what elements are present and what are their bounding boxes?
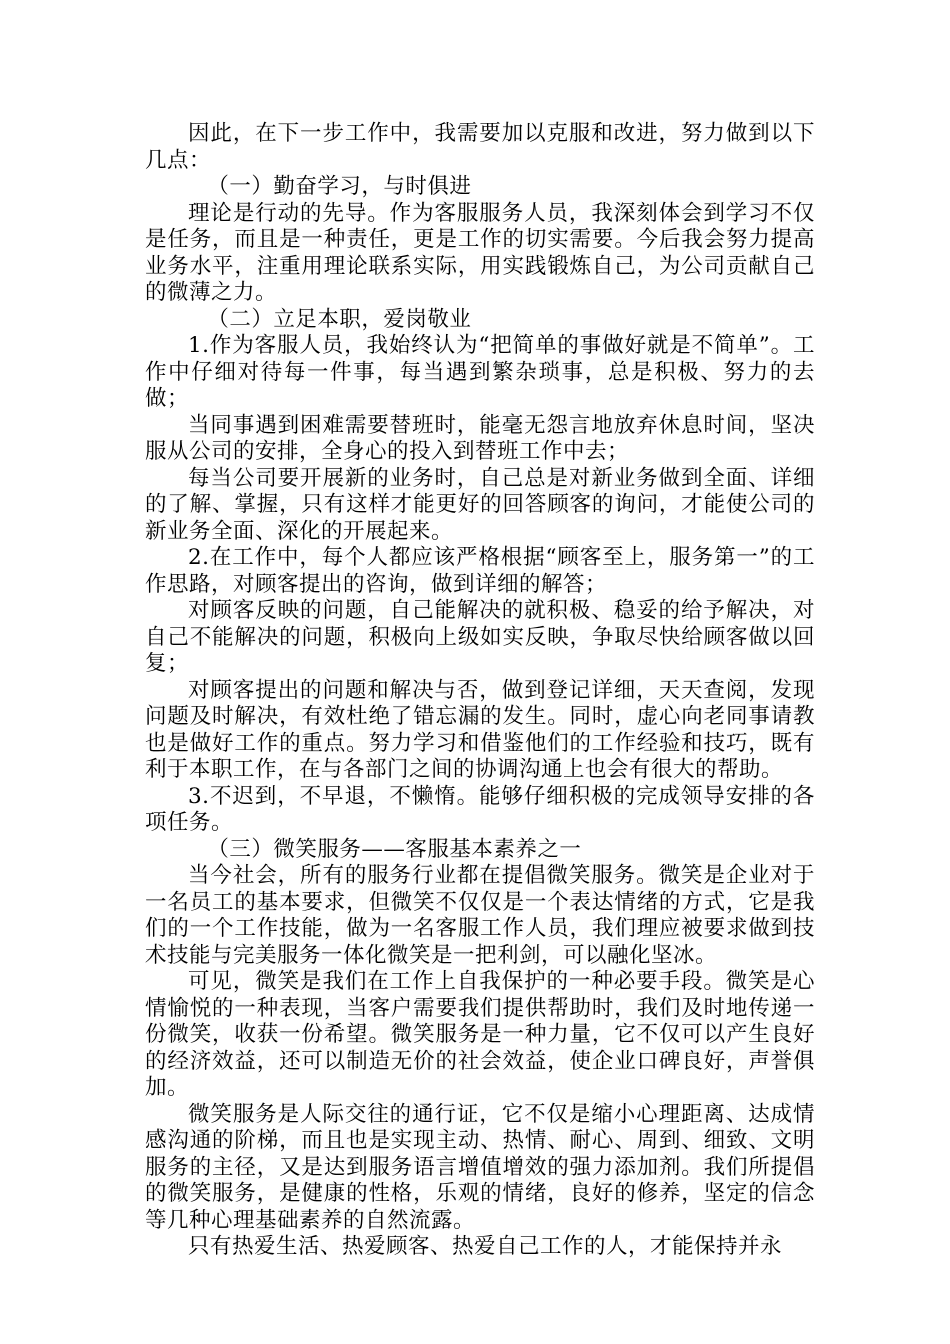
- paragraph-theory: 理论是行动的先导。作为客服服务人员，我深刻体会到学习不仅是任务，而且是一种责任，更是工作的切实需要。今后我会努力提高业务水平，注重用理论联系实际，用实践锻炼自己，为公司贡献自己的微薄之力。: [145, 200, 815, 305]
- section-heading-smile-service: （三）微笑服务——客服基本素养之一: [207, 836, 582, 862]
- paragraph-substitute-shift: 当同事遇到困难需要替班时，能毫无怨言地放弃休息时间，坚决服从公司的安排，全身心的投入到替班工作中去；: [145, 412, 815, 464]
- paragraph-point-3: 3.不迟到，不早退，不懒惰。能够仔细积极的完成领导安排的各项任务。: [145, 783, 815, 835]
- paragraph-smile-protection: 可见，微笑是我们在工作上自我保护的一种必要手段。微笑是心情愉悦的一种表现，当客户需要我们提供帮助时，我们及时地传递一份微笑，收获一份希望。微笑服务是一种力量，它不仅可以产生良好的经济效益，还可以制造无价的社会效益，使企业口碑良好，声誉俱加。: [145, 969, 815, 1100]
- paragraph-point-2: 2.在工作中，每个人都应该严格根据“顾客至上，服务第一”的工作思路，对顾客提出的咨询，做到详细的解答；: [145, 545, 815, 597]
- document-page: [145, 121, 815, 1261]
- paragraph-new-business: 每当公司要开展新的业务时，自己总是对新业务做到全面、详细的了解、掌握，只有这样才能更好的回答顾客的询问，才能使公司的新业务全面、深化的开展起来。: [145, 465, 815, 544]
- paragraph-love-life: 只有热爱生活、热爱顾客、热爱自己工作的人，才能保持并永: [188, 1234, 783, 1259]
- paragraph-customer-issues: 对顾客反映的问题，自己能解决的就积极、稳妥的给予解决，对自己不能解决的问题，积极向上级如实反映，争取尽快给顾客做以回复；: [145, 598, 815, 676]
- paragraph-smile-society: 当今社会，所有的服务行业都在提倡微笑服务。微笑是企业对于一名员工的基本要求，但微笑不仅仅是一个表达情绪的方式，它是我们的一个工作技能，做为一名客服工作人员，我们理应被要求做到技术技能与完美服务一体化微笑是一把利剑，可以融化坚冰。: [145, 863, 815, 968]
- paragraph-registration: 对顾客提出的问题和解决与否，做到登记详细，天天查阅，发现问题及时解决，有效杜绝了错忘漏的发生。同时，虚心向老同事请教也是做好工作的重点。努力学习和借鉴他们的工作经验和技巧，既有利于本职工作，在与各部门之间的协调沟通上也会有很大的帮助。: [145, 677, 815, 782]
- paragraph-intro: 因此，在下一步工作中，我需要加以克服和改进，努力做到以下几点：: [145, 121, 815, 173]
- paragraph-point-1: 1.作为客服人员，我始终认为“把简单的事做好就是不简单”。工作中仔细对待每一件事，每当遇到繁杂琐事，总是积极、努力的去做；: [145, 333, 815, 411]
- paragraph-smile-passport: 微笑服务是人际交往的通行证，它不仅是缩小心理距离、达成情感沟通的阶梯，而且也是实现主动、热情、耐心、周到、细致、文明服务的主径，又是达到服务语言增值增效的强力添加剂。我们所提倡的微笑服务，是健康的性格，乐观的情绪，良好的修养，坚定的信念等几种心理基础素养的自然流露。: [145, 1101, 815, 1233]
- section-heading-dedication: （二）立足本职，爱岗敬业: [207, 306, 472, 332]
- section-heading-study: （一）勤奋学习，与时俱进: [207, 174, 472, 199]
